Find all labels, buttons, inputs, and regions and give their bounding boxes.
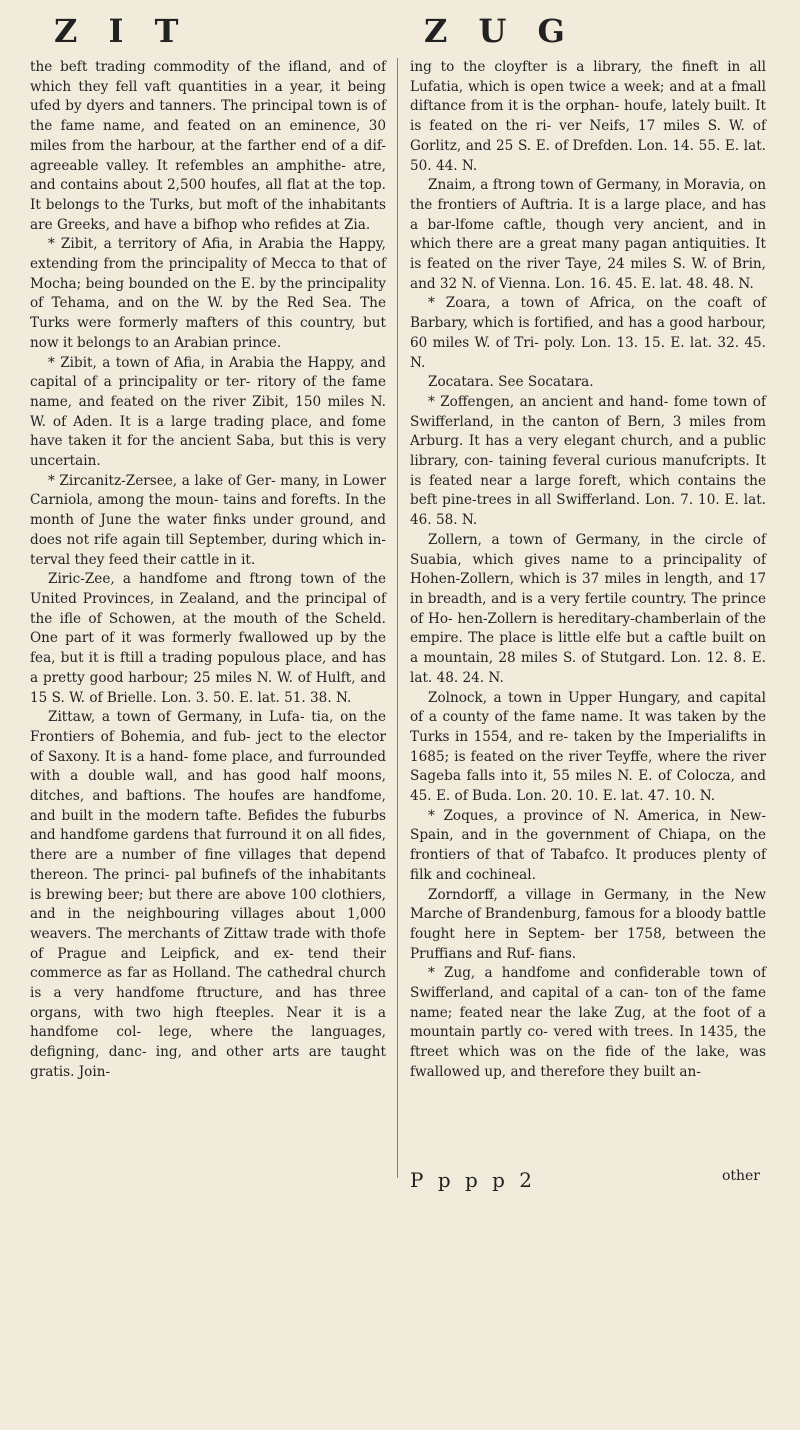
entry-paragraph: * Zoffengen, an ancient and hand- fome town of Swifferland, in the canton of Bern, 3 miles from Arburg. It has a very elegant church, and a public library, con- taining feveral curious manufcripts. It is feated near a large foreft, which contains the beft pine-trees in all Swifferland. Lon. 7. 10. E. lat. 46. 58. N. <box>410 393 766 529</box>
entry-paragraph: * Zircanitz-Zersee, a lake of Ger- many, in Lower Carniola, among the moun- tains and forefts. In the month of June the water finks under ground, and does not rife again till September, during which in- terval they feed their cattle in it. <box>30 472 386 568</box>
entry-paragraph: the beft trading commodity of the ifland, and of which they fell vaft quantities in a year, it being ufed by dyers and tanners. The principal town is of the fame name, and feated on an eminence, 30 miles from the harbour, at the farther end of a dif- agreeable valley. It refembles an amphithe- atre, and contains about 2,500 houfes, all flat at the top. It belongs to the Turks, but moft of the inhabitants are Greeks, and have a bifhop who refides at Zia. <box>30 59 386 233</box>
entry-paragraph: Zocatara. See Socatara. <box>428 374 594 391</box>
entry-paragraph: Zolnock, a town in Upper Hungary, and capital of a county of the fame name. It was taken by the Turks in 1554, and re- taken by the Imperialifts in 1685; is feated on the river Teyffe, where the river Sageba falls into it, 55 miles N. E. of Colocza, and 45. E. of Buda. Lon. 20. 10. E. lat. 47. 10. N. <box>410 689 766 805</box>
running-head-right: Z U G <box>424 12 575 50</box>
column-divider <box>397 58 398 1178</box>
signature-mark: P p p p 2 <box>410 1168 537 1192</box>
page-footer <box>410 1168 766 1192</box>
catchword: other <box>721 1168 760 1184</box>
running-head-left: Z I T <box>54 12 189 50</box>
right-column <box>410 58 766 1083</box>
entry-paragraph: Zittaw, a town of Germany, in Lufa- tia, on the Frontiers of Bohemia, and fub- ject to the elector of Saxony. It is a hand- fome place, and furrounded with a double wall, and has good half moons, ditches, and baftions. The houfes are handfome, and built in the modern tafte. Befides the fuburbs and handfome gardens that furround it on all fides, there are a number of fine villages that depend thereon. The princi- pal bufinefs of the inhabitants is brewing beer; but there are above 100 clothiers, and in the neighbouring villages about 1,000 weavers. The merchants of Zittaw trade with thofe of Prague and Leipfick, and ex- tend their commerce as far as Holland. The cathedral church is a very handfome ftructure, and has three organs, with two high fteeples. Near it is a handfome col- lege, where the languages, defigning, danc- ing, and other arts are taught gratis. Join- <box>30 709 386 1080</box>
entry-paragraph: * Zoques, a province of N. America, in New-Spain, and in the government of Chiapa, on the frontiers of that of Tabafco. It produces plenty of filk and cochineal. <box>410 807 766 883</box>
entry-paragraph: * Zoara, a town of Africa, on the coaft of Barbary, which is fortified, and has a good harbour, 60 miles W. of Tri- poly. Lon. 13. 15. E. lat. 32. 45. N. <box>410 295 766 371</box>
entry-paragraph: Zollern, a town of Germany, in the circle of Suabia, which gives name to a principality of Hohen-Zollern, which is 37 miles in length, and 17 in breadth, and is a very fertile country. The prince of Ho- hen-Zollern is hereditary-chamberlain of the empire. The place is little elfe but a caftle built on a mountain, 28 miles S. of Stutgard. Lon. 12. 8. E. lat. 48. 24. N. <box>410 531 766 686</box>
left-column <box>30 58 386 1083</box>
entry-paragraph: * Zibit, a town of Afia, in Arabia the Happy, and capital of a principality or ter- ritory of the fame name, and feated on the river Zibit, 150 miles N. W. of Aden. It is a large trading place, and fome have taken it for the ancient Saba, but this is very uncertain. <box>30 354 386 470</box>
entry-paragraph: * Zug, a handfome and confiderable town of Swifferland, and capital of a can- ton of the fame name; feated near the lake Zug, at the foot of a mountain partly co- vered with trees. In 1435, the ftreet which was on the fide of the lake, was fwallowed up, and therefore they built an- <box>410 965 766 1080</box>
entry-paragraph: Zorndorff, a village in Germany, in the New Marche of Brandenburg, famous for a bloody battle fought here in Septem- ber 1758, between the Pruffians and Ruf- fians. <box>410 886 766 962</box>
entry-paragraph: Ziric-Zee, a handfome and ftrong town of the United Provinces, in Zealand, and the principal of the ifle of Schowen, at the mouth of the Scheld. One part of it was formerly fwallowed up by the fea, but it is ftill a trading populous place, and has a pretty good harbour; 25 miles N. W. of Hulft, and 15 S. W. of Brielle. Lon. 3. 50. E. lat. 51. 38. N. <box>30 571 386 706</box>
entry-paragraph: Znaim, a ftrong town of Germany, in Moravia, on the frontiers of Auftria. It is a large place, and has a bar-lfome caftle, though very ancient, and in which there are a great many pagan antiquities. It is feated on the river Taye, 24 miles S. W. of Brin, and 32 N. of Vienna. Lon. 16. 45. E. lat. 48. 48. N. <box>410 177 766 292</box>
entry-paragraph: ing to the cloyfter is a library, the fineft in all Lufatia, which is open twice a week; and at a fmall diftance from it is the orphan- houfe, lately built. It is feated on the ri- ver Neifs, 17 miles S. W. of Gorlitz, and 25 S. E. of Drefden. Lon. 14. 55. E. lat. 50. 44. N. <box>410 59 766 174</box>
entry-paragraph: * Zibit, a territory of Afia, in Arabia the Happy, extending from the principality of Mecca to that of Mocha; being bounded on the E. by the principality of Tehama, and on the W. by the Red Sea. The Turks were formerly mafters of this country, but now it belongs to an Arabian prince. <box>30 236 386 351</box>
